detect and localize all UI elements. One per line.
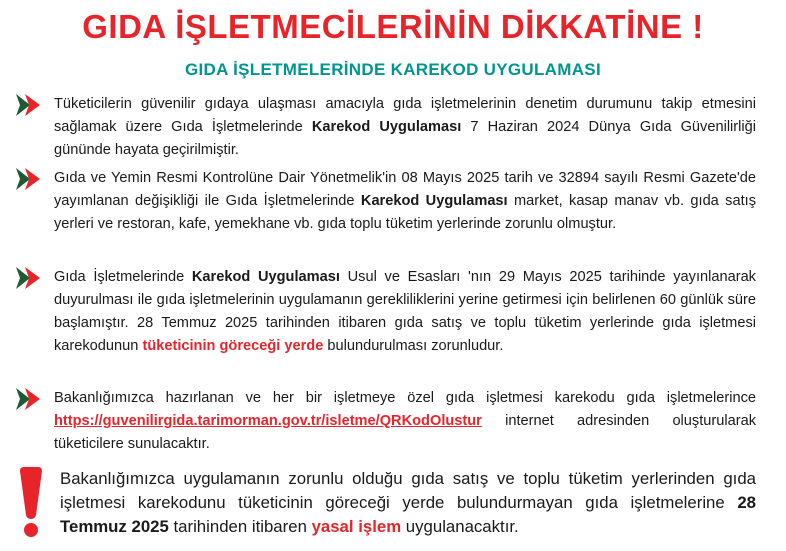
page-title: GIDA İŞLETMECİLERİNİN DİKKATİNE ! [82,8,704,45]
warning-date: 28 Temmuz 2025 [60,493,756,536]
warning-text: Bakanlığımızca uygulamanın zorunlu olduğu gıda satış ve toplu tüketim yerlerinden gıda işletmesi karekodunu tüketicinin göreceği yerde bulundurmayan gıda işletmelerine 28 Temmuz 2025 tarihinden itibaren yasal işlem uygulanacaktır. [60,469,756,536]
highlight-text: Karekod Uygulaması [360,193,508,209]
list-item [16,266,756,358]
highlight-text: Karekod Uygulaması [191,269,340,285]
list-item [16,167,756,236]
warning-legal-text: yasal işlem [311,517,402,536]
highlight-text: Karekod Uygulaması [311,119,462,135]
warning-notice [16,467,756,539]
qrcode-link[interactable]: https://guvenilirgida.tarimorman.gov.tr/isletme/QRKodOlustur [54,413,482,429]
double-arrow-icon [16,168,42,190]
list-item-text: Gıda ve Yemin Resmi Kontrolüne Dair Yönetmelik'in 08 Mayıs 2025 tarih ve 32894 sayılı Resmi Gazete'de yayımlanan değişikliği ile Gıda İşletmelerinde Karekod Uygulaması market, kasap manav vb. gıda satış yerleri ve restoran, kafe, yemekhane vb. gıda toplu tüketim yerlerinde zorunlu olmuştur. [54,170,756,232]
list-item [16,387,756,456]
double-arrow-icon [16,267,42,289]
list-item-text: Tüketicilerin güvenilir gıdaya ulaşması amacıyla gıda işletmelerinin denetim durumunu takip etmesini sağlamak üzere Gıda İşletmelerinde Karekod Uygulaması 7 Haziran 2024 Dünya Gıda Güvenilirliği gününde hayata geçirilmiştir. [54,96,757,158]
highlight-red-text: tüketicinin göreceği yerde [142,338,324,354]
list-item [16,93,756,162]
page-subtitle: GIDA İŞLETMELERİNDE KAREKOD UYGULAMASI [185,60,601,79]
double-arrow-icon [16,94,42,116]
list-item-text: Bakanlığımızca hazırlanan ve her bir işletmeye özel gıda işletmesi karekodu gıda işletmelerince https://guvenilirgida.tarimorman.gov.tr/isletme/QRKodOlustur internet adresinden oluşturularak tüketicilere sunulacaktır. [54,390,756,452]
double-arrow-icon [16,388,42,410]
exclamation-icon [16,467,46,539]
list-item-text: Gıda İşletmelerinde Karekod Uygulaması Usul ve Esasları 'nın 29 Mayıs 2025 tarihinde yayınlanarak duyurulması ile gıda işletmelerinin uygulamanın gerekliliklerini yerine getirmesi için belirlenen 60 günlük süre başlamıştır. 28 Temmuz 2025 tarihinden itibaren gıda satış ve toplu tüketim yerlerinde gıda işletmesi karekodunun tüketicinin göreceği yerde bulundurulması zorunludur. [54,269,756,354]
